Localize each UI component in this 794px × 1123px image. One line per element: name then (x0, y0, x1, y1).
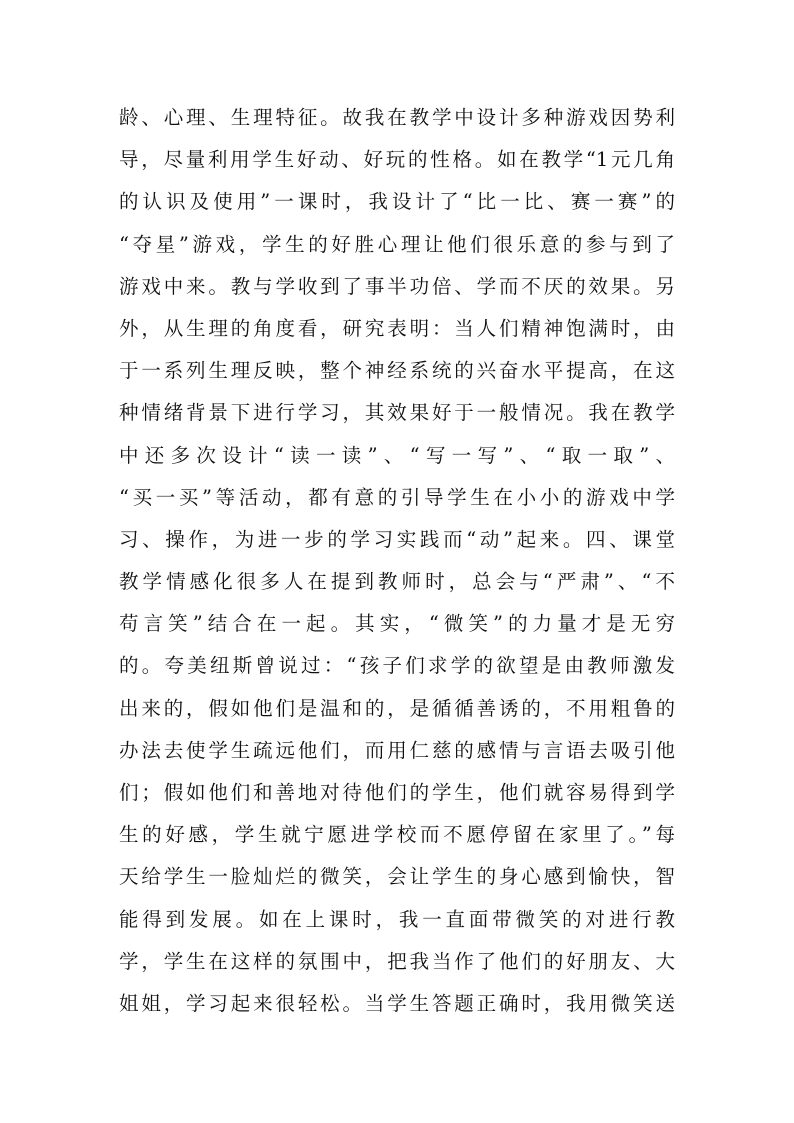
text-line: 们；假如他们和善地对待他们的学生，他们就容易得到学 (119, 781, 675, 804)
text-line: 生的好感，学生就宁愿进学校而不愿停留在家里了。”每 (119, 823, 675, 847)
text-line: 的认识及使用”一课时，我设计了“比一比、赛一赛”的 (119, 190, 675, 214)
text-line: 游戏中来。教与学收到了事半功倍、学而不厌的效果。另 (119, 274, 675, 298)
text-line: 学，学生在这样的氛围中，把我当作了他们的好朋友、大 (119, 949, 675, 973)
text-line: 教学情感化很多人在提到教师时，总会与“严肃”、“不 (119, 570, 675, 594)
text-line: 中还多次设计“读一读”、“写一写”、“取一取”、 (119, 443, 675, 467)
text-line: 天给学生一脸灿烂的微笑，会让学生的身心感到愉快，智 (119, 865, 675, 889)
text-line: 外，从生理的角度看，研究表明：当人们精神饱满时，由 (119, 316, 675, 340)
body-text (119, 97, 675, 1025)
text-line: “买一买”等活动，都有意的引导学生在小小的游戏中学 (119, 485, 675, 509)
text-line: 的。夸美纽斯曾说过：“孩子们求学的欲望是由教师激发 (119, 654, 675, 678)
text-line: 能得到发展。如在上课时，我一直面带微笑的对进行教 (119, 907, 675, 931)
text-line: 于一系列生理反映，整个神经系统的兴奋水平提高，在这 (119, 359, 675, 383)
text-line: 导，尽量利用学生好动、好玩的性格。如在教学“1元几角 (119, 148, 675, 172)
text-line: 龄、心理、生理特征。故我在教学中设计多种游戏因势利 (119, 106, 675, 129)
text-line: 姐姐，学习起来很轻松。当学生答题正确时，我用微笑送 (119, 991, 675, 1015)
text-line: 出来的，假如他们是温和的，是循循善诱的，不用粗鲁的 (119, 696, 675, 720)
text-line: “夺星”游戏，学生的好胜心理让他们很乐意的参与到了 (119, 232, 675, 256)
text-line: 办法去使学生疏远他们，而用仁慈的感情与言语去吸引他 (119, 738, 675, 762)
text-line: 种情绪背景下进行学习，其效果好于一般情况。我在教学 (119, 401, 675, 425)
text-line: 习、操作，为进一步的学习实践而“动”起来。四、课堂 (119, 527, 675, 551)
text-line: 苟言笑”结合在一起。其实，“微笑”的力量才是无穷 (119, 612, 675, 636)
